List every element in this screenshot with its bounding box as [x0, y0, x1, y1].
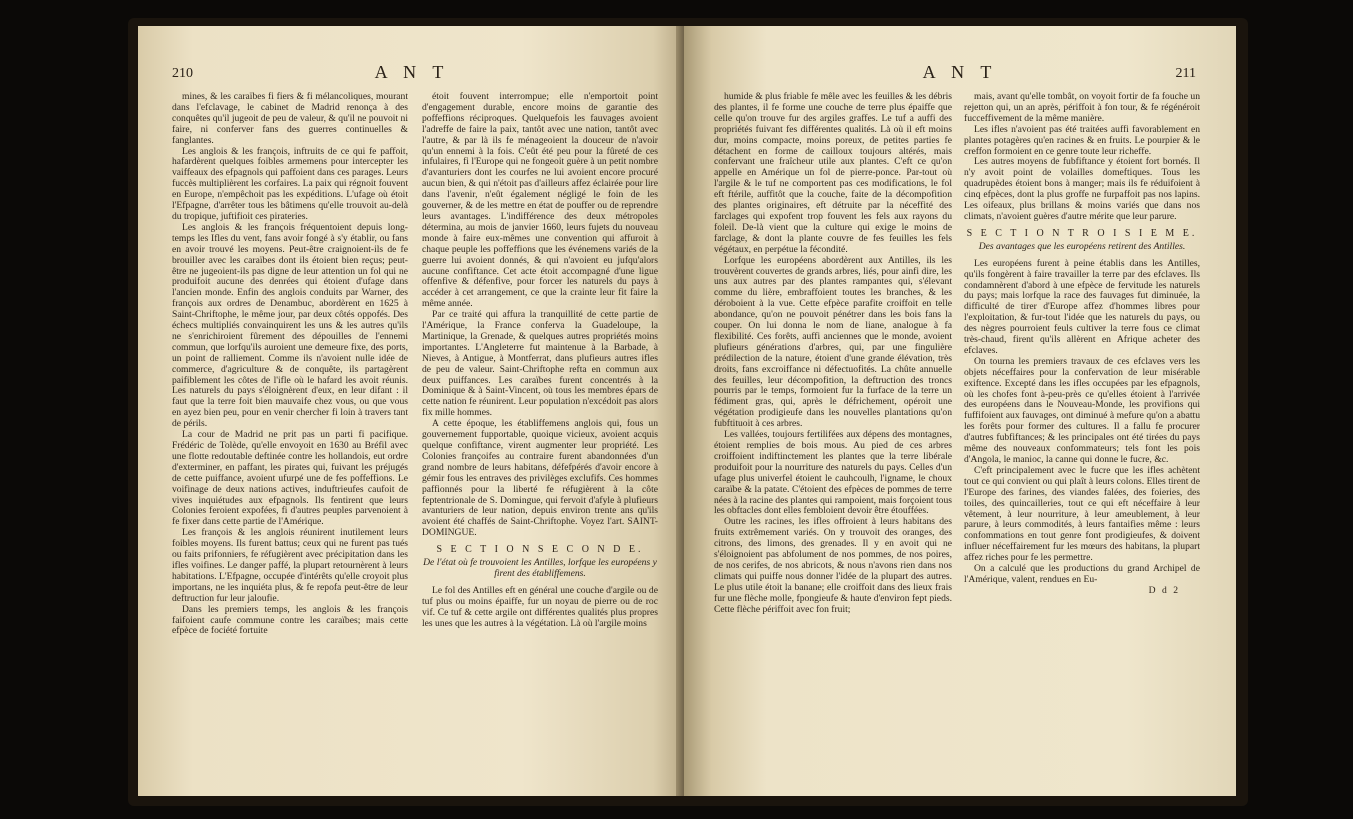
paragraph: La cour de Madrid ne prit pas un parti fi pacifique. Frédéric de Tolède, qu'elle envoyoit en 1630 au Bréfil avec une flotte redoutable deftinée contre les hollandois, eut ordre d'exterminer, en paffant, les pirates qui, fuivant les préjugés de cette puiffance, avoient ufurpé une de fes poffeffions. Le voifinage de deux nations actives, induftrieufes caufoit de vives inquiétudes aux efpagnols. Ils fentirent que leurs Colonies feroient expofées, fi d'autres peuples parvenoient à fe fixer dans cette partie de l'Amérique.	[172, 429, 408, 528]
paragraph: On a calculé que les productions du grand Archipel de l'Amérique, valent, rendues en Eu-	[964, 563, 1200, 585]
right-column-2	[964, 92, 1200, 796]
paragraph: mines, & les caraïbes fi fiers & fi mélancoliques, mourant dans l'efclavage, le cabinet de Madrid renonça à des conquêtes qu'il jugeoit de peu de valeur, & qu'il ne pouvoit ni faire, ni conferver fans des guerres continuelles & fanglantes.	[172, 92, 408, 146]
paragraph: Les anglois & les françois fréquentoient depuis long-temps les Ifles du vent, fans avoir fongé à s'y établir, ou fans en avoir trouvé les moyens. Peut-être craignoient-ils de fe brouiller avec les caraïbes dont ils étoient bien reçus; peut-être ne jugeoient-ils pas digne de leur attention un fol qui ne produifoit aucune des denrées qui étoient d'ufage dans l'ancien monde. Enfin des anglois conduits par Warner, des françois aux ordres de Denambuc, abordèrent en 1625 à Saint-Chriftophe, le même jour, par deux côtés oppofés. Des échecs multipliés convainquirent les uns & les autres qu'ils ne s'enrichiroient fûrement des dépouilles de l'ennemi commun, que lorfqu'ils auroient une demeure fixe, des ports, un point de ralliement. Comme ils n'avoient nulle idée de commerce, d'agriculture & de conquête, ils partagèrent paifiblement les côtes de l'ifle où le hafard les avoit réunis. Les naturels du pays s'éloignèrent d'eux, en leur difant : il faut que la terre foit bien mauvaife chez vous, ou que vous en ayez bien peu, pour en venir chercher fi loin à travers tant de périls.	[172, 221, 408, 430]
page-number: 210	[172, 66, 193, 81]
left-column-2	[422, 92, 658, 796]
section-heading: S E C T I O N S E C O N D E.	[436, 544, 644, 556]
right-column-1	[714, 92, 952, 796]
paragraph: Les ifles n'avoient pas été traitées auffi favorablement en plantes potagères qu'en racines & en fruits. Le pourpier & le creffon formoient en ce genre toute leur richeffe.	[964, 123, 1200, 157]
page-number: 211	[1175, 66, 1196, 81]
paragraph: mais, avant qu'elle tombât, on voyoit fortir de fa fouche un rejetton qui, un an après, périffoit à fon tour, & fe régénéroit fucceffivement de la même manière.	[964, 92, 1200, 124]
paragraph: Les européens furent à peine établis dans les Antilles, qu'ils fongèrent à faire travailler la terre par des efclaves. Ils condamnèrent d'abord à une efpèce de fervitude les naturels du pays; mais lorfque la race des fauvages fut diminuée, la difficulté de tirer d'Europe affez d'hommes libres pour l'exploitation, & fur-tout l'idée que les naturels du pays, ou des nègres pourroient feuls cultiver la terre fous ce climat très-chaud, firent qu'ils allèrent en Afrique acheter des efclaves.	[964, 257, 1200, 356]
page-header-title: A N T	[922, 62, 998, 82]
paragraph: Les vallées, toujours fertilifées aux dépens des montagnes, étoient remplies de bois mous. Au pied de ces arbres croiffoient indiftinctement les plantes que la terre libérale produifoit pour la nourriture des naturels du pays. Celles d'un ufage plus univerfel étoient le cauhcoulh, l'igname, le choux caraïbe & la patate. C'étoient des efpèces de pommes de terre nées à la racine des plantes qui rampoient, mais forçoient tous les obftacles dont elles fembloient devoir être étouffées.	[714, 429, 952, 517]
paragraph: Le fol des Antilles eft en général une couche d'argile ou de tuf plus ou moins épaiffe, fur un noyau de pierre ou de roc vif. Ce tuf & cette argile ont différentes qualités plus propres les unes que les autres à la végétation. Là où l'argile moins	[422, 584, 658, 629]
paragraph: étoit fouvent interrompue; elle n'emportoit point d'engagement durable, encore moins de garantie des poffeffions réciproques. Quelquefois les fauvages avoient l'adreffe de faire la paix, tantôt avec une nation, tantôt avec l'autre, & par là ils fe ménageoient la douceur de n'avoir qu'un ennemi à la fois. C'eût été peu pour la fûreté de ces infulaires, fi l'Europe qui ne fongeoit guère à un petit nombre d'avanturiers dont les courfes ne lui avoient encore procuré aucun bien, & qui n'étoit pas d'ailleurs affez éclairée pour lire dans l'avenir, n'eût également négligé le foin de les gouverner, & de les mettre en état de pouffer ou de reprendre leurs avantages. L'indifférence des deux métropoles détermina, au mois de janvier 1660, leurs fujets du nouveau monde à faire eux-mêmes une convention qui affuroit à chaque peuple les poffeffions que les événemens variés de la guerre lui avoient donnés, & qui n'avoient eu jufqu'alors aucune confiftance. Cet acte étoit accompagné d'une ligue offenfive & défenfive, pour forcer les naturels du pays à accéder à cet arrangement, ce que la crainte leur fit faire la même année.	[422, 92, 658, 310]
paragraph: Les françois & les anglois réunirent inutilement leurs foibles moyens. Ils furent battus; ceux qui ne furent pas tués ou faits prifonniers, fe réfugièrent avec précipitation dans les ifles voifines. Le danger paffé, la plupart retournèrent à leurs habitations. L'Efpagne, occupée d'intérêts qu'elle croyoit plus importans, ne les inquiéta plus, & fe repofa peut-être de leur deftruction fur leur jaloufie.	[172, 527, 408, 604]
paragraph: Par ce traité qui affura la tranquillité de cette partie de l'Amérique, la France conferva la Guadeloupe, la Martinique, la Grenade, & quelques autres propriétés moins importantes. L'Angleterre fut maintenue à la Barbade, à Nieves, à Antigue, à Montferrat, dans plufieurs autres ifles de peu de valeur. Saint-Chriftophe refta en commun aux deux puiffances. Les caraïbes furent concentrés à la Dominique & à Saint-Vincent, où tous les membres épars de cette nation fe réunirent. Leur population n'excédoit pas alors fix mille hommes.	[422, 309, 658, 419]
paragraph: Les anglois & les françois, inftruits de ce qui fe paffoit, hafardèrent quelques foibles armemens pour intercepter les vaiffeaux des efpagnols qui paffoient dans ces parages. Leurs fuccès multiplièrent les corfaires. La paix qui régnoit fouvent en Europe, n'empêchoit pas les expéditions. L'ufage où étoit l'Efpagne, d'arrêter tous les bâtimens qu'elle trouvoit au-delà du tropique, juftifioit ces pirateries.	[172, 145, 408, 222]
paragraph: Outre les racines, les ifles offroient à leurs habitans des fruits extrêmement variés. On y trouvoit des oranges, des citrons, des limons, des grenades. Il y en avoit qui ne s'éloignoient pas abfolument de nos pommes, de nos poires, de nos cerifes, de nos abricots, & nous n'avons rien dans nos climats qui puiffe nous donner l'idée de la plupart des autres. Le plus utile étoit la banane; elle croiffoit dans des lieux frais fur une flèche molle, fpongieufe & haute d'environ fept pieds. Cette flèche périffoit avec fon fruit;	[714, 516, 952, 615]
left-column-1	[172, 92, 408, 796]
paragraph: C'eft principalement avec le fucre que les ifles achètent tout ce qui convient ou qui plaît à leurs colons. Elles tirent de l'Europe des farines, des viandes falées, des foieries, des toiles, des quincailleries, tout ce qui eft néceffaire à leur vêtement, à leur nourriture, à leur ameublement, à leur parure, à leurs commodités, à leurs fantaifies même : leurs confommations en tout genre font prodigieufes, & doivent influer néceffairement fur les mœurs des habitans, la plupart affez riches pour fe les permettre.	[964, 464, 1200, 564]
page-header-title: A N T	[374, 62, 450, 82]
left-page	[138, 26, 686, 796]
signature-mark: D d 2	[1148, 584, 1180, 596]
section-subtitle: De l'état où fe trouvoient les Antilles, lorfque les européens y firent des établiffemens.	[423, 557, 657, 579]
paragraph: humide & plus friable fe mêle avec les feuilles & les débris des plantes, il fe forme une couche de terre plus épaiffe que celle qu'on trouve fur des argiles graffes. Le tuf a auffi des propriétés fuivant fes différentes qualités. Là où il eft moins dur, moins compacte, moins poreux, de petites parties fe détachent en forme de cailloux toujours altérés, mais confervant une fraîcheur utile aux plantes. C'eft ce qu'on appelle en Amérique un fol de pierre-ponce. Par-tout où l'argile & le tuf ne comportent pas ces modifications, le fol eft ftérile, auffitôt que la couche, faite de la décompofition des plantes originaires, eft détruite par la néceffité des farclages qui expofent trop fouvent les fels aux rayons du foleil. De-là vient que la culture qui exige le moins de farclage, & dont la plante couvre de fes feuilles les fels végétaux, en perpétue la fécondité.	[714, 92, 952, 255]
paragraph: A cette époque, les établiffemens anglois qui, fous un gouvernement fupportable, quoique vicieux, avoient acquis quelque confiftance, virent augmenter leur propriété. Les Colonies françoifes au contraire furent abandonnées d'un grand nombre de leurs habitans, défefpérés d'avoir encore à gémir fous les entraves des privilèges exclufifs. Ces hommes paffionnés pour la liberté fe réfugièrent à la côte feptentrionale de S. Domingue, qui fervoit d'afyle à plufieurs avanturiers de leur nation, depuis environ trente ans qu'ils avoient été chaffés de Saint-Chriftophe. Voyez l'art. SAINT-DOMINGUE.	[422, 418, 658, 539]
paragraph: Lorfque les européens abordèrent aux Antilles, ils les trouvèrent couvertes de grands arbres, liés, pour ainfi dire, les uns aux autres par des plantes rampantes qui, s'élevant comme du lière, embraffoient toutes les branches, & les déroboient à la vue. Cette efpèce parafite croiffoit en telle abondance, qu'on ne pouvoit pénétrer dans les bois fans la couper. On lui donna le nom de liane, analogue à fa flexibilité. Ces forêts, auffi anciennes que le monde, avoient plufieurs générations d'arbres, qui, par une fingulière prédilection de la nature, étoient d'une grande élévation, très droits, fans excroiffance ni défectuofités. La chûte annuelle des feuilles, leur décompofition, la deftruction des troncs pourris par le temps, formoient fur la furface de la terre un fédiment gras, qui, après le défrichement, opéroit une végétation prodigieufe dans les nouvelles plantations qu'on fubftituoit à ces arbres.	[714, 254, 952, 430]
section-heading: S E C T I O N T R O I S I E M E.	[966, 227, 1198, 239]
section-subtitle: Des avantages que les européens retirent des Antilles.	[978, 240, 1186, 252]
right-page	[684, 26, 1236, 796]
left-running-head	[138, 62, 686, 88]
right-running-head	[684, 62, 1236, 88]
paragraph: On tourna les premiers travaux de ces efclaves vers les objets néceffaires pour la confervation de leur misérable exiftence. Excepté dans les ifles occupées par les efpagnols, où les chofes font à-peu-près ce qu'elles étoient à l'arrivée des européens dans le Nouveau-Monde, les provifions qui fuffifoient aux fauvages, ont diminué à mefure qu'on a abattu les forêts pour former des cultures. Il a fallu fe procurer d'autres fubfiftances; & les principales ont été tirées du pays même des nouveaux confommateurs; tels font les pois d'Angola, le manioc, la canne qui donne le fucre, &c.	[964, 355, 1200, 465]
paragraph: Dans les premiers temps, les anglois & les françois faifoient caufe commune contre les caraïbes; mais cette efpèce de fociété fortuite	[172, 603, 408, 637]
paragraph: Les autres moyens de fubfiftance y étoient fort bornés. Il n'y avoit point de volailles domeftiques. Tous les quadrupèdes étoient bons à manger; mais ils fe réduifoient à cinq efpèces, dont la plus groffe ne furpaffoit pas nos lapins. Les oifeaux, plus brillans & moins variés que dans nos climats, n'avoient guères d'autre mérite que leur parure.	[964, 156, 1200, 222]
